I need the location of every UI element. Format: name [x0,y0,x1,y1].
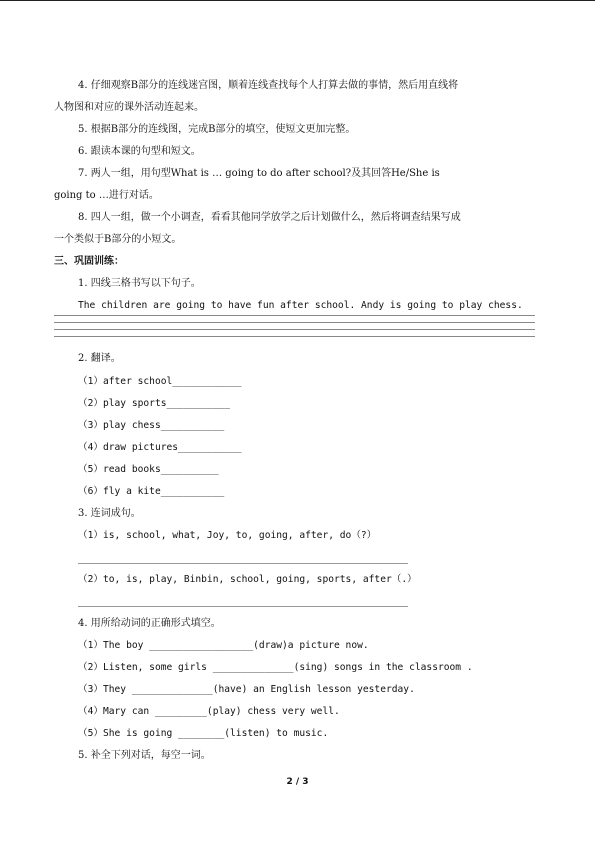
q4-item[interactable]: （3）They ______________(have) an English lesson yesterday. [78,684,415,695]
q1-title: 1. 四线三格书写以下句子。 [78,278,201,289]
four-line-grid[interactable] [54,315,535,337]
instruction-4-line2: 人物图和对应的课外活动连起来。 [54,102,204,113]
answer-line[interactable] [78,563,408,564]
answer-line[interactable] [78,606,408,607]
instruction-4-line1: 4. 仔细观察B部分的连线迷宫图，顺着连线查找每个人打算去做的事情，然后用直线将 [78,80,459,91]
q5-title: 5. 补全下列对话，每空一词。 [78,750,211,761]
q2-item[interactable]: （5）read books__________ [78,464,219,475]
q2-item[interactable]: （2）play sports___________ [78,398,231,409]
instruction-6: 6. 跟读本课的句型和短文。 [78,146,201,157]
top-border [0,0,595,1]
q4-title: 4. 用所给动词的正确形式填空。 [78,618,221,629]
instruction-5: 5. 根据B部分的连线图，完成B部分的填空，使短文更加完整。 [78,124,356,135]
q2-item[interactable]: （1）after school____________ [78,376,242,387]
page-number: 2 / 3 [286,777,309,787]
q3-item: （1）is, school, what, Joy, to, going, after, do（?） [78,530,377,541]
q2-item[interactable]: （6）fly a kite___________ [78,486,225,497]
q2-title: 2. 翻译。 [78,353,121,364]
q4-item[interactable]: （4）Mary can _________(play) chess very well. [78,706,340,717]
q4-item[interactable]: （5）She is going ________(listen) to music. [78,728,329,739]
q2-item[interactable]: （3）play chess___________ [78,420,225,431]
q4-item[interactable]: （2）Listen, some girls ______________(sing) songs in the classroom . [78,662,473,673]
section-3-title: 三、巩固训练： [54,256,124,267]
instruction-7-line2: going to …进行对话。 [54,190,159,201]
instruction-7-line1: 7. 两人一组，用句型What is … going to do after school?及其回答He/She is [78,168,440,179]
q3-item: （2）to, is, play, Binbin, school, going, sports, after（.） [78,574,417,585]
q2-item[interactable]: （4）draw pictures___________ [78,442,242,453]
q1-sentence: The children are going to have fun after school. Andy is going to play chess. [78,300,523,311]
instruction-8-line2: 一个类似于B部分的小短文。 [54,234,182,245]
instruction-8-line1: 8. 四人一组，做一个小调查，看看其他同学放学之后计划做什么，然后将调查结果写成 [78,212,461,223]
q3-title: 3. 连词成句。 [78,508,141,519]
q4-item[interactable]: （1）The boy __________________(draw)a picture now. [78,640,369,651]
